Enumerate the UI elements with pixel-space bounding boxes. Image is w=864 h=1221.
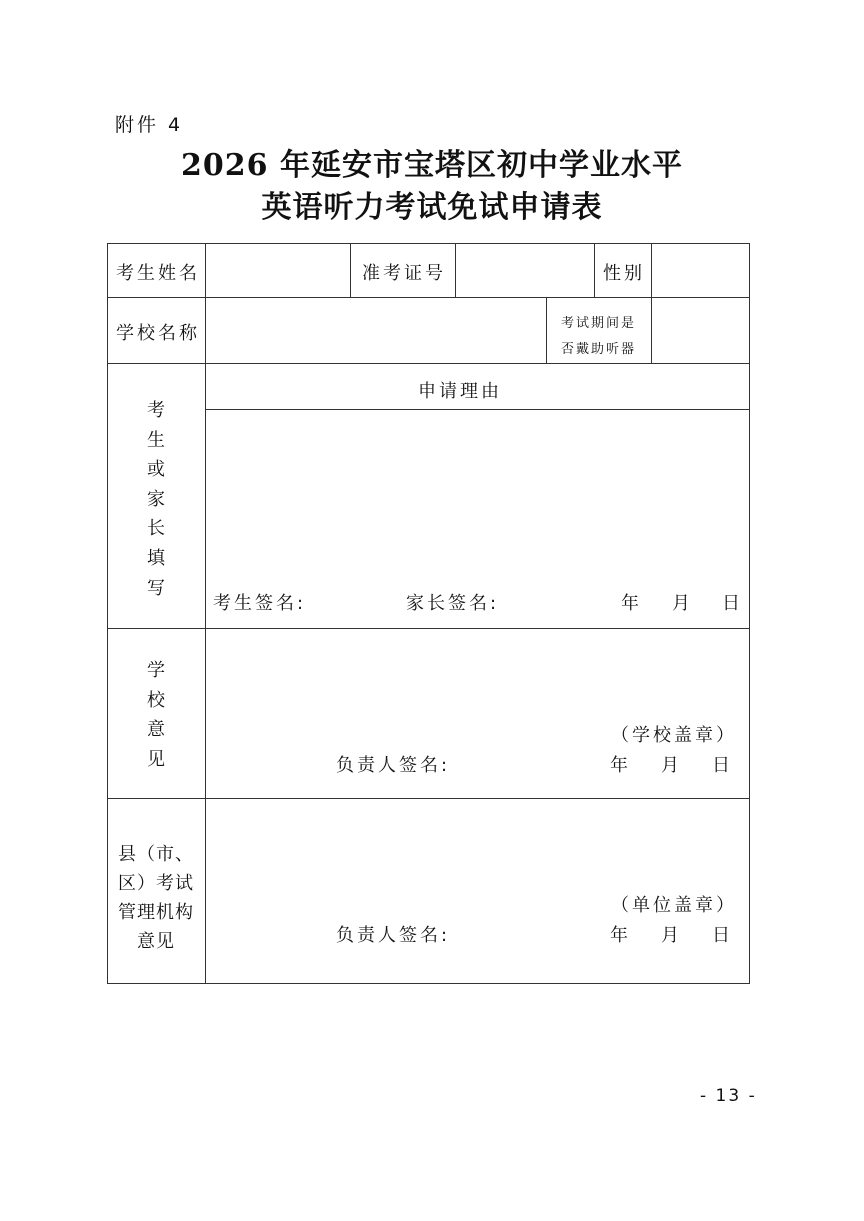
hearing-aid-label-line-2: 否戴助听器 [561, 342, 637, 357]
side-char: 意 [147, 719, 165, 741]
school-stamp-label: （学校盖章） [611, 725, 737, 746]
hearing-aid-label-line-1: 考试期间是 [561, 316, 637, 331]
side-char: 生 [147, 429, 165, 451]
row-divider [107, 628, 750, 629]
authority-label-line-3: 管理机构 [118, 902, 194, 923]
parent-signature-label: 家长签名: [406, 593, 500, 614]
cell-divider [546, 297, 547, 363]
month-label: 月 [672, 593, 693, 614]
day-label: 日 [712, 755, 733, 776]
row-divider [107, 363, 750, 364]
school-name-label: 学校名称 [116, 323, 200, 344]
cell-divider [350, 243, 351, 297]
month-label: 月 [661, 755, 682, 776]
row-divider [107, 798, 750, 799]
cell-divider [594, 243, 595, 297]
school-responsible-signature-label: 负责人签名: [336, 755, 451, 776]
exam-id-label: 准考证号 [362, 263, 446, 284]
table-border-top [107, 243, 750, 244]
title-line-2: 英语听力考试免试申请表 [261, 190, 603, 225]
month-label: 月 [661, 925, 682, 946]
side-char: 家 [147, 488, 165, 510]
side-char: 或 [147, 459, 165, 481]
attachment-label: 附件 4 [115, 114, 184, 136]
year-label: 年 [621, 593, 642, 614]
cell-divider [651, 243, 652, 363]
school-opinion-label [141, 656, 171, 774]
unit-stamp-label: （单位盖章） [611, 895, 737, 916]
label-column-divider [205, 243, 206, 984]
side-char: 学 [147, 660, 165, 681]
page-number: - 13 - [700, 1086, 757, 1106]
year-label: 年 [610, 925, 631, 946]
gender-label: 性别 [603, 263, 645, 284]
row-divider [107, 297, 750, 298]
authority-responsible-signature-label: 负责人签名: [336, 925, 451, 946]
authority-label-line-1: 县（市、 [118, 844, 194, 865]
day-label: 日 [722, 593, 743, 614]
year-label: 年 [610, 755, 631, 776]
table-border-right [749, 243, 750, 984]
cell-divider [455, 243, 456, 297]
day-label: 日 [712, 925, 733, 946]
reason-header: 申请理由 [418, 381, 502, 402]
student-name-label: 考生姓名 [116, 263, 200, 284]
side-char: 考 [147, 400, 165, 421]
side-char: 校 [147, 689, 165, 711]
side-char: 见 [147, 748, 165, 770]
student-parent-fill-label [141, 396, 171, 603]
authority-label-line-2: 区）考试 [118, 873, 194, 894]
side-char: 写 [147, 577, 165, 599]
student-signature-label: 考生签名: [213, 593, 307, 614]
reason-header-divider [205, 409, 750, 410]
table-border-bottom [107, 983, 750, 984]
side-char: 长 [147, 518, 165, 540]
authority-label-line-4: 意见 [137, 931, 175, 952]
title-line-1: 2026 年延安市宝塔区初中学业水平 [181, 148, 683, 183]
side-char: 填 [147, 547, 165, 569]
